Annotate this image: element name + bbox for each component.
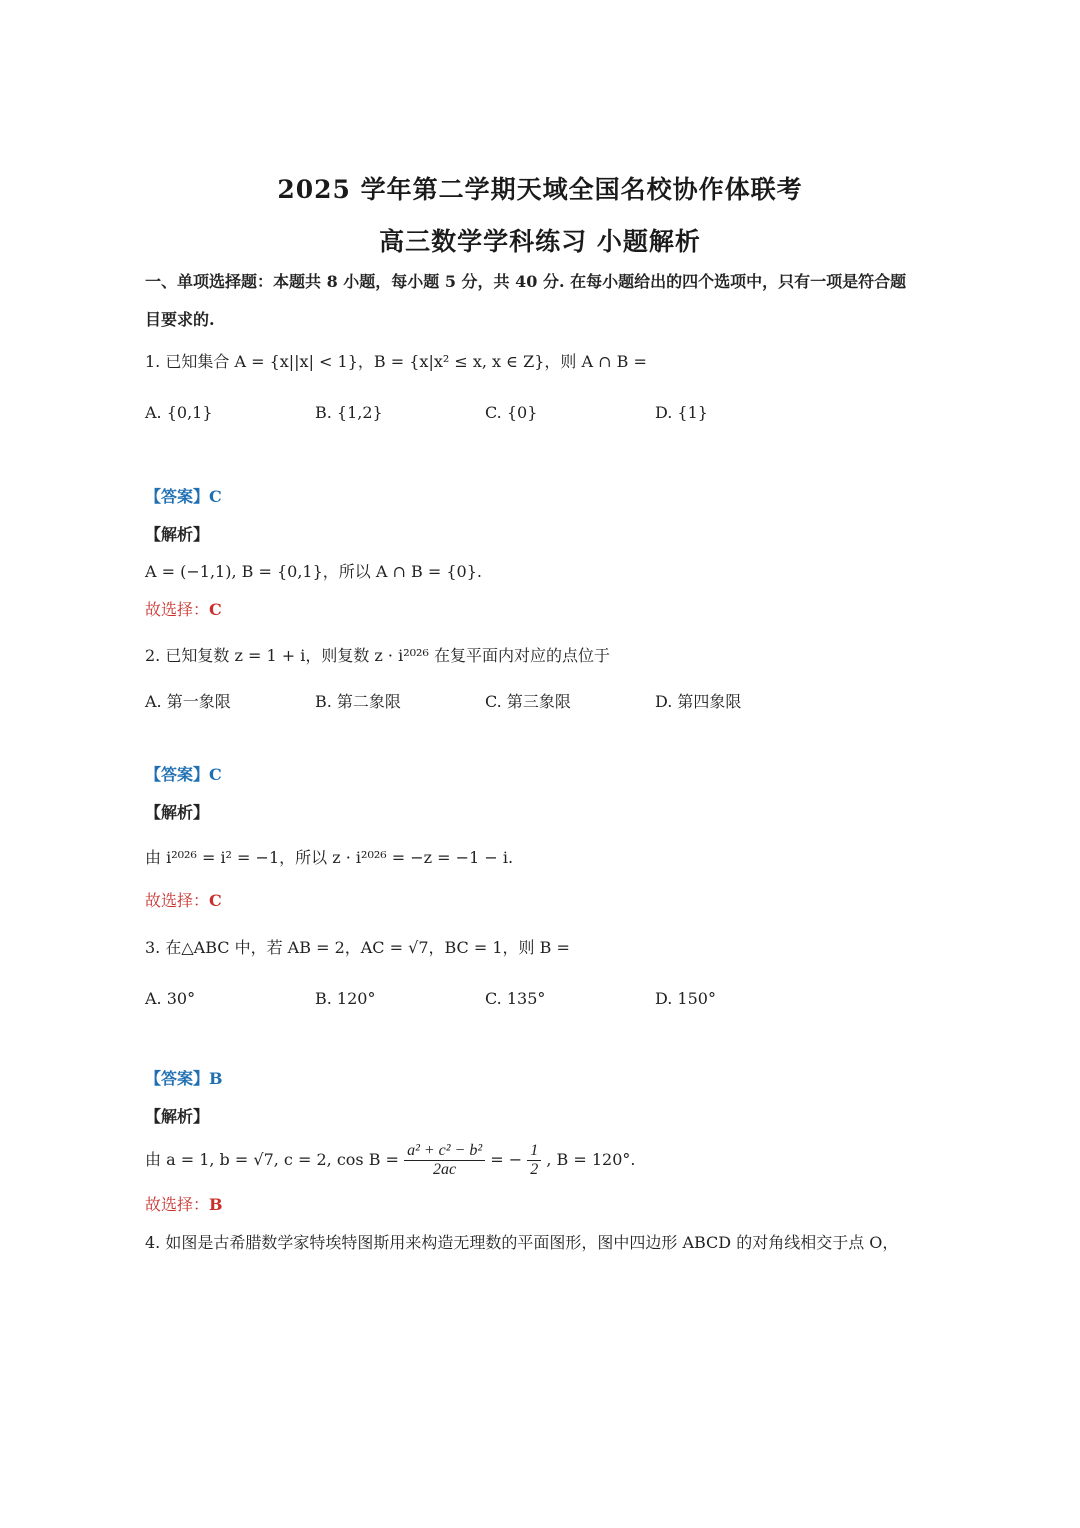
choose-label: 故选择： — [145, 891, 210, 910]
q1-analysis-label: 【解析】 — [145, 525, 210, 544]
q3-stem: 3. 在△ABC 中，若 AB = 2，AC = √7，BC = 1，则 B = — [145, 938, 570, 957]
q1-option-b: B. {1,2} — [315, 403, 383, 422]
q3-option-b: B. 120° — [315, 989, 376, 1008]
q1-option-a: A. {0,1} — [145, 403, 213, 422]
half-fraction-denominator: 2 — [530, 1161, 539, 1178]
cosine-fraction-numerator: a² + c² − b² — [404, 1142, 485, 1161]
q3-analysis — [145, 1140, 635, 1180]
section-heading-line2: 目要求的. — [145, 310, 215, 329]
answer-label: 【答案】 — [145, 765, 210, 784]
q3-analysis-post: , B = 120°. — [546, 1150, 636, 1169]
half-fraction — [527, 1142, 541, 1179]
q2-option-c: C. 第三象限 — [485, 692, 571, 711]
q3-choose-value: B — [209, 1195, 223, 1214]
q2-answer-value: C — [209, 765, 222, 784]
q3-option-c: C. 135° — [485, 989, 546, 1008]
q2-analysis-label: 【解析】 — [145, 803, 210, 822]
q2-answer — [145, 765, 222, 785]
q3-option-d: D. 150° — [655, 989, 716, 1008]
q3-analysis-label: 【解析】 — [145, 1107, 210, 1126]
q4-stem: 4. 如图是古希腊数学家特埃特图斯用来构造无理数的平面图形，图中四边形 ABCD 的对角线相交于点 O， — [145, 1233, 899, 1252]
q3-analysis-pre: 由 a = 1, b = √7, c = 2, cos B = — [145, 1150, 399, 1169]
cosine-fraction — [404, 1142, 485, 1179]
cosine-fraction-denominator: 2ac — [433, 1161, 457, 1178]
page-subtitle: 高三数学学科练习 小题解析 — [379, 227, 701, 256]
answer-label: 【答案】 — [145, 487, 210, 506]
q3-choose — [145, 1195, 223, 1215]
q1-choose-value: C — [209, 600, 222, 619]
q3-answer — [145, 1069, 223, 1089]
q1-option-d: D. {1} — [655, 403, 708, 422]
q2-stem: 2. 已知复数 z = 1 + i，则复数 z · i²⁰²⁶ 在复平面内对应的点位于 — [145, 646, 610, 665]
q1-stem: 1. 已知集合 A = {x||x| < 1}，B = {x|x² ≤ x, x ∈ Z}，则 A ∩ B = — [145, 352, 647, 371]
q3-analysis-mid: = − — [490, 1150, 523, 1169]
q2-choose-value: C — [209, 891, 222, 910]
choose-label: 故选择： — [145, 1195, 210, 1214]
q1-answer — [145, 487, 222, 507]
q2-option-b: B. 第二象限 — [315, 692, 401, 711]
choose-label: 故选择： — [145, 600, 210, 619]
half-fraction-numerator: 1 — [527, 1142, 541, 1161]
page-title: 2025 学年第二学期天域全国名校协作体联考 — [277, 175, 803, 204]
q1-analysis: A = (−1,1), B = {0,1}，所以 A ∩ B = {0}. — [145, 562, 482, 581]
section-heading-line1: 一、单项选择题：本题共 8 小题，每小题 5 分，共 40 分. 在每小题给出的四个选项中，只有一项是符合题 — [145, 272, 907, 291]
q1-choose — [145, 600, 222, 620]
q2-option-a: A. 第一象限 — [145, 692, 231, 711]
answer-label: 【答案】 — [145, 1069, 210, 1088]
q2-choose — [145, 891, 222, 911]
q3-option-a: A. 30° — [145, 989, 196, 1008]
q1-option-c: C. {0} — [485, 403, 538, 422]
q2-analysis: 由 i²⁰²⁶ = i² = −1，所以 z · i²⁰²⁶ = −z = −1 − i. — [145, 848, 514, 867]
q2-option-d: D. 第四象限 — [655, 692, 742, 711]
q3-answer-value: B — [209, 1069, 223, 1088]
q1-answer-value: C — [209, 487, 222, 506]
